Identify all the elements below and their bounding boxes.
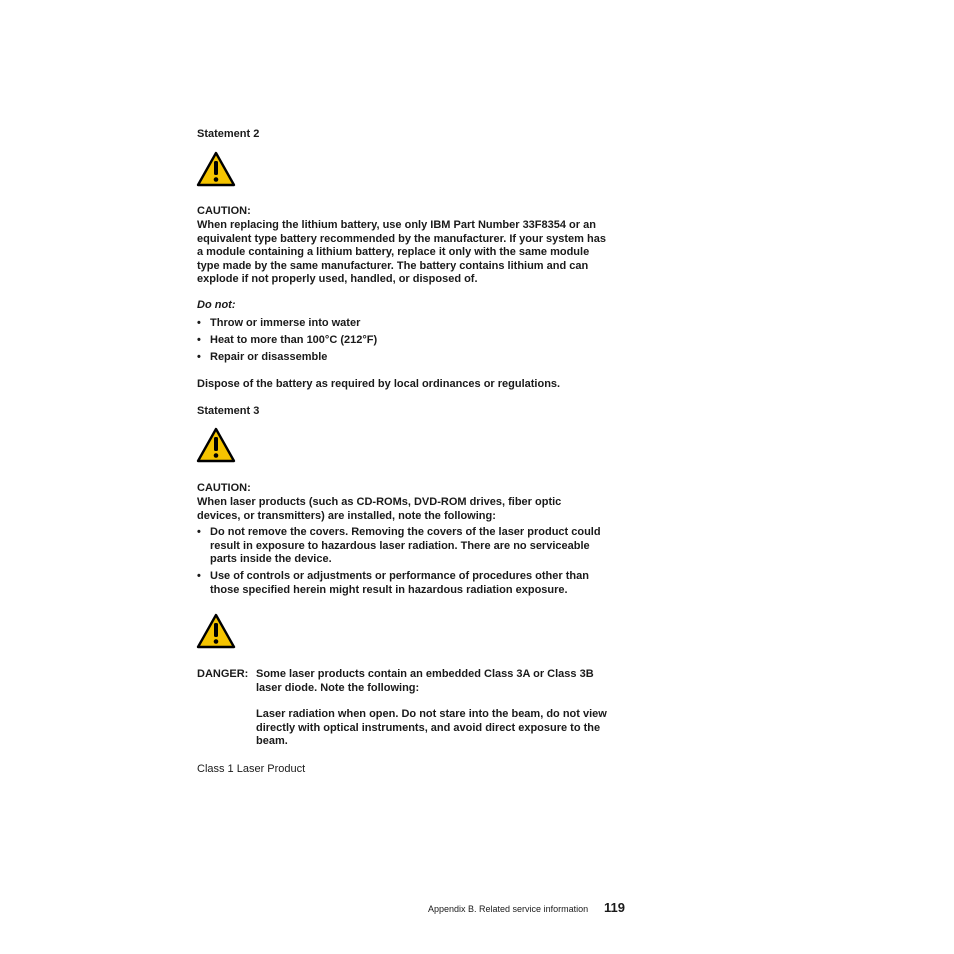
list-item-line: Do not remove the covers. Removing the covers of the laser product could <box>210 526 601 538</box>
list-item: Heat to more than 100°C (212°F) <box>210 334 378 346</box>
bullet-glyph: • <box>197 334 201 346</box>
caution-text-line: type made by the same manufacturer. The battery contains lithium and can <box>197 259 589 272</box>
dispose-text: Dispose of the battery as required by local ordinances or regulations. <box>197 378 561 390</box>
bullet-glyph: • <box>197 351 201 363</box>
class-1-laser-label: Class 1 Laser Product <box>197 763 306 775</box>
caution-text-line: explode if not properly used, handled, or disposed of. <box>197 273 478 286</box>
caution-text-line: When laser products (such as CD-ROMs, DVD-ROM drives, fiber optic <box>197 496 562 508</box>
caution-label: CAUTION: <box>197 482 251 494</box>
caution-text-line: devices, or transmitters) are installed, note the following: <box>197 509 496 522</box>
list-item-line: result in exposure to hazardous laser radiation. There are no serviceable <box>210 539 590 552</box>
statement-3-title: Statement 3 <box>197 405 260 417</box>
caution-label: CAUTION: <box>197 205 251 217</box>
radiation-text-line: Laser radiation when open. Do not stare into the beam, do not view <box>256 708 607 720</box>
caution-text-line: a module containing a lithium battery, replace it only with the same module <box>197 246 590 259</box>
radiation-text-line: beam. <box>256 735 288 748</box>
danger-text-line: laser diode. Note the following: <box>256 681 420 694</box>
warning-triangle-icon <box>196 613 236 649</box>
do-not-label: Do not: <box>197 299 236 311</box>
list-item: Repair or disassemble <box>210 351 328 363</box>
statement-2-title: Statement 2 <box>197 128 260 140</box>
list-item: Throw or immerse into water <box>210 317 361 329</box>
radiation-text-line: directly with optical instruments, and avoid direct exposure to the <box>256 721 601 734</box>
danger-text-line: Some laser products contain an embedded Class 3A or Class 3B <box>256 668 594 680</box>
caution-text-line: equivalent type battery recommended by the manufacturer. If your system has <box>197 232 606 245</box>
list-item-line: Use of controls or adjustments or performance of procedures other than <box>210 570 589 582</box>
list-item-line: parts inside the device. <box>210 553 332 566</box>
bullet-glyph: • <box>197 570 201 582</box>
bullet-glyph: • <box>197 317 201 329</box>
warning-triangle-icon <box>196 151 236 187</box>
bullet-glyph: • <box>197 526 201 538</box>
list-item-line: those specified herein might result in hazardous radiation exposure. <box>210 583 568 596</box>
footer-section-title: Appendix B. Related service information <box>428 904 589 914</box>
warning-triangle-icon <box>196 427 236 463</box>
caution-text-line: When replacing the lithium battery, use only IBM Part Number 33F8354 or an <box>197 219 596 231</box>
page-number: 119 <box>604 900 625 915</box>
danger-label: DANGER: <box>197 668 249 680</box>
